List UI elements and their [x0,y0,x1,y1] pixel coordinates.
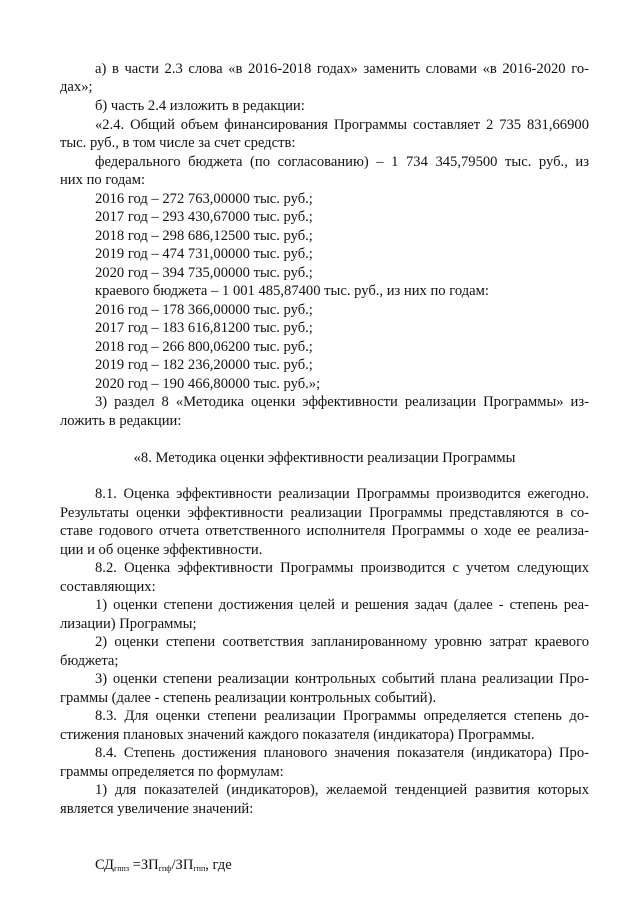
text-line: тыс. руб., в том числе за счет средств: [60,135,296,151]
text-line: 2020 год – 394 735,00000 тыс. руб.; [95,265,313,281]
text-line: 2017 год – 293 430,67000 тыс. руб.; [95,209,313,225]
text-line: граммы определяется по формулам: [60,764,284,780]
text-line: федерального бюджета (по согласованию) – 1 734 345,79500 тыс. руб., из [95,154,589,170]
text-line: краевого бюджета – 1 001 485,87400 тыс. руб., из них по годам: [95,283,489,299]
text-line: 8.2. Оценка эффективности Программы производится с учетом следующих [95,560,589,576]
text-line: 1) оценки степени достижения целей и решения задач (далее - степень реа- [95,597,589,613]
text-line: бюджета; [60,653,119,669]
text-line: ции и об оценке эффективности. [60,542,263,558]
text-line: б) часть 2.4 изложить в редакции: [95,98,305,114]
text-line: лизации) Программы; [60,616,197,632]
formula-sd-subscript: гппз [113,864,129,873]
text-line: ставе годового отчета ответственного исполнителя Программы о ходе ее реализа- [60,523,589,539]
text-line: 2016 год – 272 763,00000 тыс. руб.; [95,191,313,207]
text-line: 8.4. Степень достижения планового значения показателя (индикатора) Про- [95,745,589,761]
text-line: граммы (далее - степень реализации контрольных событий). [60,690,437,706]
text-line: 1) для показателей (индикаторов), желаемой тенденцией развития которых [95,782,589,798]
text-line: ложить в редакции: [60,413,182,429]
formula-fact-subscript: гпф [158,864,172,873]
text-line: 8.1. Оценка эффективности реализации Программы производится ежегодно. [95,486,589,502]
formula-sd: СД [95,857,114,873]
text-line: 2018 год – 298 686,12500 тыс. руб.; [95,228,313,244]
text-line: 2018 год – 266 800,06200 тыс. руб.; [95,339,313,355]
text-line: составляющих: [60,579,156,595]
text-line: них по годам: [60,172,146,188]
text-line: 2019 год – 474 731,00000 тыс. руб.; [95,246,313,262]
formula-eq: =ЗП [128,857,159,873]
text-line: «2.4. Общий объем финансирования Программы составляет 2 735 831,66900 [95,117,589,133]
text-line: 8.3. Для оценки степени реализации Программы определяется степень до- [95,708,589,724]
text-line: 3) раздел 8 «Методика оценки эффективности реализации Программы» из- [95,394,589,410]
text-line: Результаты оценки эффективности реализации Программы представляются в со- [60,505,589,521]
text-line: 2017 год – 183 616,81200 тыс. руб.; [95,320,313,336]
formula-tail: , где [205,857,232,873]
section-heading: «8. Методика оценки эффективности реализации Программы [133,450,516,466]
text-line: является увеличение значений: [60,801,254,817]
formula [95,857,232,877]
text-line: 3) оценки степени реализации контрольных событий плана реализации Про- [95,671,589,687]
text-line: дах»; [60,79,93,95]
text-line: стижения плановых значений каждого показателя (индикатора) Программы. [60,727,535,743]
formula-plan-subscript: гпп [193,864,206,873]
text-line: 2019 год – 182 236,20000 тыс. руб.; [95,357,313,373]
formula-slash: /ЗП [171,857,194,873]
text-line: а) в части 2.3 слова «в 2016-2018 годах» заменить словами «в 2016-2020 го- [95,61,589,77]
text-line: 2) оценки степени соответствия запланированному уровню затрат краевого [95,634,589,650]
text-line: 2020 год – 190 466,80000 тыс. руб.»; [95,376,321,392]
text-line: 2016 год – 178 366,00000 тыс. руб.; [95,302,313,318]
